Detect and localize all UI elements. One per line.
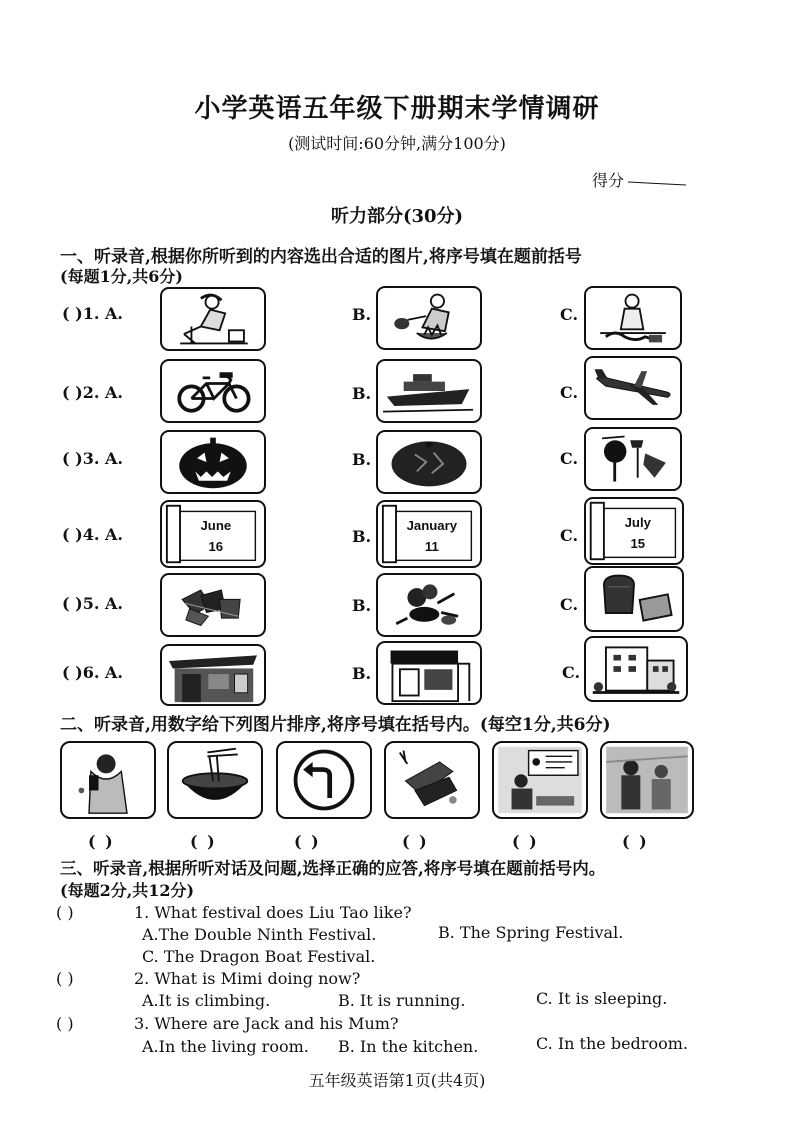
turn-left-sign-icon[interactable]: [276, 741, 372, 819]
calendar-day: 11: [424, 538, 439, 554]
calendar-month: January: [406, 518, 458, 534]
dragon-boat-icon[interactable]: [584, 427, 682, 491]
question-1: 1. What festival does Liu Tao like?: [134, 903, 412, 922]
question-3: 3. Where are Jack and his Mum?: [134, 1014, 399, 1033]
answer-blank[interactable]: ( ): [190, 832, 217, 851]
answer-blank[interactable]: ( ): [512, 832, 539, 851]
answer-blank[interactable]: ( ): [294, 832, 321, 851]
question-2: 2. What is Mimi doing now?: [134, 969, 361, 988]
option-b-label: B.: [352, 527, 372, 546]
option-b: B. It is running.: [338, 991, 466, 1010]
calendar-month: June: [200, 518, 232, 534]
option-b-label: B.: [352, 596, 372, 615]
part1-q5-label: ( )5. A.: [62, 594, 123, 613]
woman-cooking-icon[interactable]: [584, 286, 682, 350]
option-c-label: C.: [560, 526, 579, 545]
score-label: 得分: [592, 171, 625, 190]
supermarket-icon[interactable]: [160, 644, 266, 706]
hospital-icon[interactable]: [584, 636, 688, 702]
section-title: 听力部分(30分): [330, 206, 464, 227]
option-b-label: B.: [352, 305, 372, 324]
calendar-month: July: [624, 515, 651, 531]
girl-phone-icon[interactable]: [60, 741, 156, 819]
part3-scoring: (每题2分,共12分): [60, 881, 195, 900]
option-b-label: B.: [352, 384, 372, 403]
calendar-icon[interactable]: [160, 500, 266, 568]
vegetables-icon[interactable]: [376, 573, 482, 637]
option-b: B. The Spring Festival.: [438, 923, 624, 942]
option-c: C. The Dragon Boat Festival.: [142, 947, 376, 966]
hands-washing-icon[interactable]: [384, 741, 480, 819]
calendar-icon[interactable]: [376, 500, 482, 568]
option-c-label: C.: [560, 305, 579, 324]
bread-icon[interactable]: [584, 566, 684, 632]
part1-heading: 一、听录音,根据你所听到的内容选出合适的图片,将序号填在题前括号: [60, 247, 582, 267]
option-b-label: B.: [352, 450, 372, 469]
airplane-icon[interactable]: [584, 356, 682, 420]
calendar-day: 15: [630, 535, 646, 551]
option-a: A.It is climbing.: [142, 991, 271, 1010]
shop-icon[interactable]: [376, 641, 482, 705]
score-blank[interactable]: [628, 181, 686, 185]
calendar-day: 16: [208, 538, 224, 554]
page-footer: 五年级英语第1页(共4页): [308, 1071, 486, 1090]
option-b: B. In the kitchen.: [338, 1037, 479, 1056]
pumpkin-lantern-icon[interactable]: [160, 430, 266, 494]
answer-blank[interactable]: ( ): [56, 1014, 74, 1033]
part1-q6-label: ( )6. A.: [62, 663, 123, 682]
ship-icon[interactable]: [376, 359, 482, 423]
part2-heading: 二、听录音,用数字给下列图片排序,将序号填在括号内。(每空1分,共6分): [60, 715, 611, 735]
option-c-label: C.: [560, 595, 579, 614]
option-c-label: C.: [560, 383, 579, 402]
woman-watering-icon[interactable]: [376, 286, 482, 350]
option-b-label: B.: [352, 664, 372, 683]
mooncake-icon[interactable]: [376, 430, 482, 494]
rice-dumplings-icon[interactable]: [160, 573, 266, 637]
option-a: A.In the living room.: [142, 1037, 309, 1056]
exam-info: (测试时间:60分钟,满分100分): [288, 134, 506, 153]
woman-cleaning-icon[interactable]: [160, 287, 266, 351]
part1-q3-label: ( )3. A.: [62, 449, 123, 468]
option-c-label: C.: [560, 449, 579, 468]
noodles-icon[interactable]: [167, 741, 263, 819]
answer-blank[interactable]: ( ): [56, 903, 74, 922]
answer-blank[interactable]: ( ): [56, 969, 74, 988]
score-field: [592, 168, 686, 191]
answer-blank[interactable]: ( ): [88, 832, 115, 851]
online-class-icon[interactable]: [492, 741, 588, 819]
part3-heading: 三、听录音,根据所听对话及问题,选择正确的应答,将序号填在题前括号内。: [60, 859, 606, 878]
option-a: A.The Double Ninth Festival.: [142, 925, 377, 944]
option-c-label: C.: [562, 663, 581, 682]
people-talking-icon[interactable]: [600, 741, 694, 819]
part1-q4-label: ( )4. A.: [62, 525, 123, 544]
bicycle-icon[interactable]: [160, 359, 266, 423]
part1-q2-label: ( )2. A.: [62, 383, 123, 402]
answer-blank[interactable]: ( ): [402, 832, 429, 851]
option-c: C. In the bedroom.: [536, 1034, 688, 1053]
calendar-icon[interactable]: [584, 497, 684, 565]
part1-q1-label: ( )1. A.: [62, 304, 123, 323]
answer-blank[interactable]: ( ): [622, 832, 649, 851]
option-c: C. It is sleeping.: [536, 989, 668, 1008]
part1-scoring: (每题1分,共6分): [60, 267, 183, 286]
page-title: 小学英语五年级下册期末学情调研: [194, 94, 600, 124]
